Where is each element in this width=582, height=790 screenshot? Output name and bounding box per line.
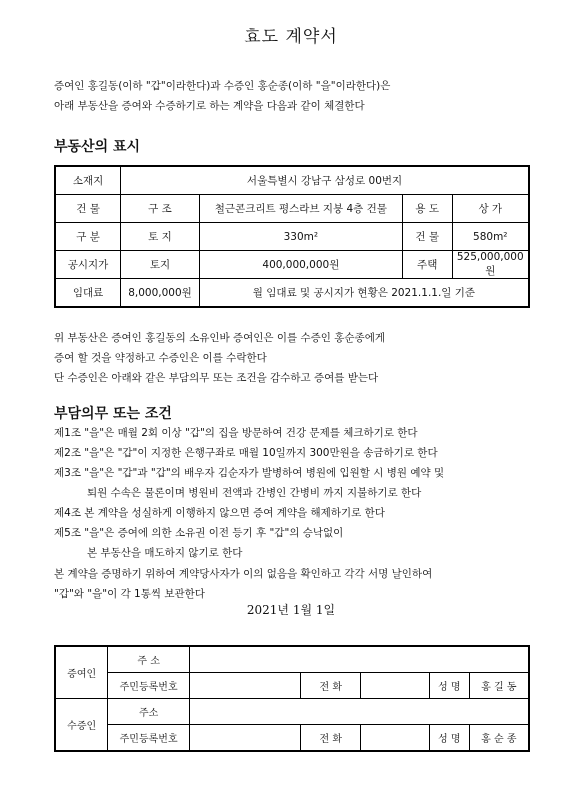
- donor-phone-field[interactable]: [361, 673, 430, 699]
- table-row: [55, 223, 529, 251]
- location-label: 소재지: [55, 166, 121, 195]
- intro-line-1: 증여인 홍길동(이하 "갑"이라한다)과 수증인 홍순종(이하 "을"이라한다)은: [54, 80, 391, 92]
- donor-phone-label: 전 화: [301, 673, 361, 699]
- donee-name-label: 성 명: [429, 725, 469, 752]
- donee-phone-label: 전 화: [301, 725, 361, 752]
- table-row: [55, 646, 529, 673]
- condition-item-2: 제2조 "을"은 "갑"이 지정한 은행구좌로 매월 10일까지 300만원을 송금하기로 한다: [54, 447, 438, 459]
- table-row: [55, 195, 529, 223]
- land-price-label: 토지: [121, 251, 200, 279]
- table-row: [55, 699, 529, 725]
- table-row: [55, 725, 529, 752]
- donee-phone-field[interactable]: [361, 725, 430, 752]
- donor-id-field[interactable]: [189, 673, 300, 699]
- rent-value: 8,000,000원: [121, 279, 200, 308]
- building-area-label: 건 물: [402, 223, 452, 251]
- condition-item-4: 제4조 본 계약을 성실하게 이행하지 않으면 증여 계약을 해제하기로 한다: [54, 507, 385, 519]
- table-row: [55, 251, 529, 279]
- location-value: 서울특별시 강남구 삼성로 00번지: [121, 166, 529, 195]
- condition-item-3-continued: 퇴원 수속은 물론이며 병원비 전액과 간병인 간병비 까지 지불하기로 한다: [87, 487, 422, 499]
- condition-item-5-continued: 본 부동산을 매도하지 않기로 한다: [87, 547, 243, 559]
- structure-value: 철근콘크리트 평스라브 지붕 4층 건물: [199, 195, 402, 223]
- condition-item-1: 제1조 "을"은 매월 2회 이상 "갑"의 집을 방문하여 건강 문제를 체크하기로 한다: [54, 427, 418, 439]
- donor-name: 홍 길 동: [469, 673, 529, 699]
- price-label: 공시지가: [55, 251, 121, 279]
- use-value: 상 가: [452, 195, 529, 223]
- donee-id-label: 주민등록번호: [108, 725, 190, 752]
- donor-address-label: 주 소: [108, 646, 190, 673]
- table-row: [55, 673, 529, 699]
- donee-address-label: 주소: [108, 699, 190, 725]
- condition-item-3: 제3조 "을"은 "갑"과 "갑"의 배우자 김순자가 발병하여 병원에 입원할 시 병원 예약 및: [54, 467, 445, 479]
- table-row: [55, 279, 529, 308]
- agreement-line-1: 위 부동산은 증여인 홍길동의 소유인바 증여인은 이를 수증인 홍순종에게: [54, 332, 385, 344]
- donor-id-label: 주민등록번호: [108, 673, 190, 699]
- rent-label: 임대료: [55, 279, 121, 308]
- agreement-line-2: 증여 할 것을 약정하고 수증인은 이를 수락한다: [54, 352, 267, 364]
- building-label: 건 물: [55, 195, 121, 223]
- category-label: 구 분: [55, 223, 121, 251]
- building-area: 580m²: [452, 223, 529, 251]
- conditions-heading: 부담의무 또는 조건: [54, 406, 172, 422]
- use-label: 용 도: [402, 195, 452, 223]
- land-area: 330m²: [199, 223, 402, 251]
- rent-note: 월 임대료 및 공시지가 현황은 2021.1.1.일 기준: [199, 279, 529, 308]
- donee-id-field[interactable]: [189, 725, 300, 752]
- donor-label: 증여인: [55, 646, 108, 699]
- condition-item-5: 제5조 "을"은 증여에 의한 소유권 이전 등기 후 "갑"의 승낙없이: [54, 527, 344, 539]
- intro-line-2: 아래 부동산을 증여와 수증하기로 하는 계약을 다음과 같이 체결한다: [54, 100, 365, 112]
- house-price-label: 주택: [402, 251, 452, 279]
- table-row: [55, 166, 529, 195]
- signature-table: [54, 645, 530, 752]
- closing-line-2: "갑"와 "을"이 각 1통씩 보관한다: [54, 588, 205, 600]
- property-table: [54, 165, 530, 308]
- closing-line-1: 본 계약을 증명하기 위하여 계약당사자가 이의 없음을 확인하고 각각 서명 날인하여: [54, 568, 433, 580]
- document-title: 효도 계약서: [244, 27, 338, 47]
- house-price: 525,000,000원: [452, 251, 529, 279]
- donee-label: 수증인: [55, 699, 108, 752]
- land-price: 400,000,000원: [199, 251, 402, 279]
- donor-name-label: 성 명: [429, 673, 469, 699]
- property-heading: 부동산의 표시: [54, 139, 141, 155]
- structure-label: 구 조: [121, 195, 200, 223]
- agreement-line-3: 단 수증인은 아래와 같은 부담의무 또는 조건을 감수하고 증여를 받는다: [54, 372, 379, 384]
- donee-address-field[interactable]: [189, 699, 529, 725]
- land-label: 토 지: [121, 223, 200, 251]
- donee-name: 홍 순 종: [469, 725, 529, 752]
- contract-date: 2021년 1월 1일: [246, 603, 336, 617]
- donor-address-field[interactable]: [189, 646, 529, 673]
